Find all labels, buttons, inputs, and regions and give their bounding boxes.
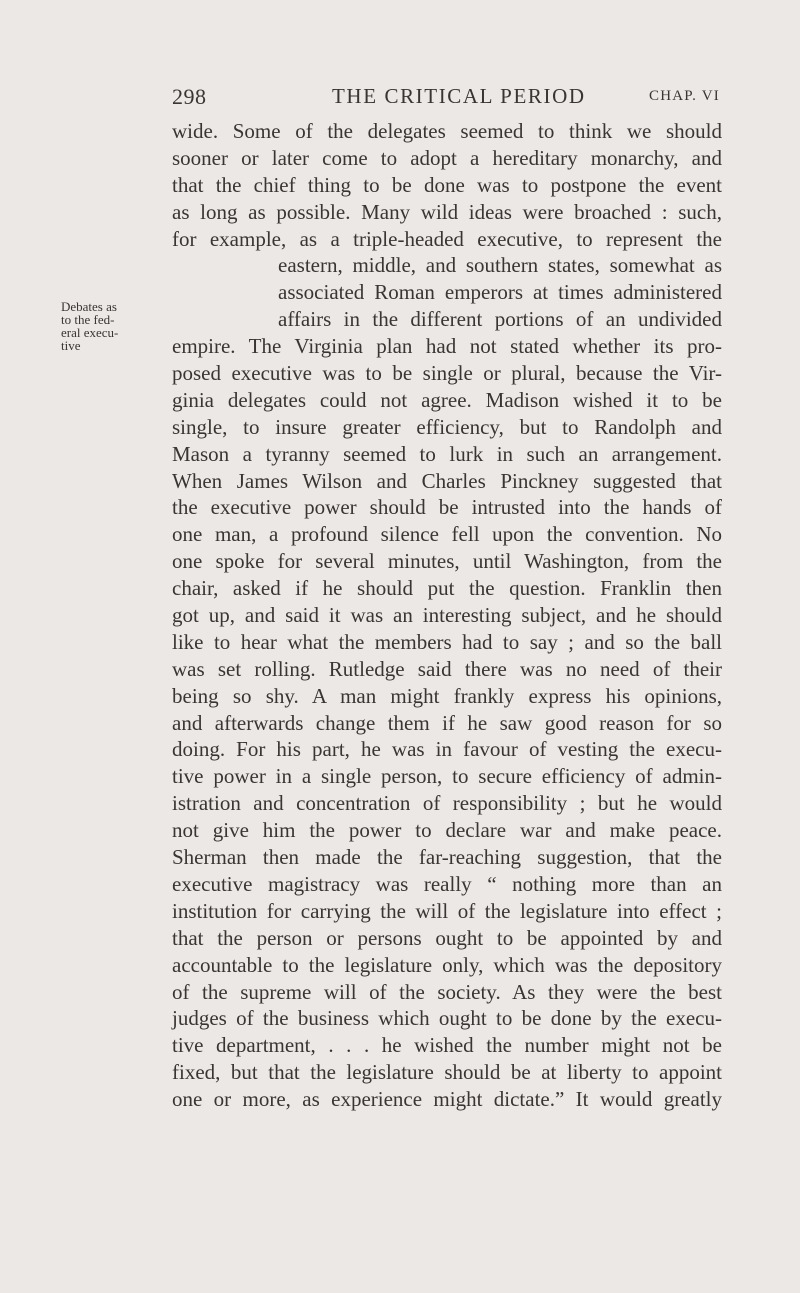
text-line: posed executive was to be single or plural, because the Vir- (172, 361, 722, 386)
page-number: 298 (172, 84, 207, 109)
text-line: eastern, middle, and southern states, somewhat as (278, 253, 722, 278)
margin-note (61, 300, 161, 352)
text-line: of the supreme will of the society. As they were the best (172, 979, 722, 1004)
text-line: Mason a tyranny seemed to lurk in such an arrangement. (172, 441, 722, 466)
text-line: single, to insure greater efficiency, but to Randolph and (172, 414, 722, 439)
text-line: accountable to the legislature only, which was the depository (172, 952, 722, 977)
text-line: tive power in a single person, to secure efficiency of admin- (172, 764, 722, 789)
chapter-label: CHAP. VI (648, 88, 720, 104)
margin-note-line: Debates as (61, 299, 117, 314)
text-line: that the person or persons ought to be appointed by and (172, 925, 722, 950)
text-line: judges of the business which ought to be done by the execu- (172, 1006, 722, 1031)
text-line: ginia delegates could not agree. Madison wished it to be (172, 387, 722, 412)
margin-note-line: to the fed- (61, 312, 115, 327)
margin-note-line: eral execu- (61, 325, 119, 340)
text-line: for example, as a triple-headed executive, to represent the (172, 226, 722, 251)
text-line: associated Roman emperors at times administered (278, 280, 722, 305)
text-line: executive magistracy was really “ nothing more than an (172, 871, 722, 896)
text-line: was set rolling. Rutledge said there was no need of their (172, 656, 722, 681)
text-line: fixed, but that the legislature should be at liberty to appoint (172, 1060, 722, 1085)
text-line: that the chief thing to be done was to postpone the event (172, 172, 722, 197)
text-line: the executive power should be intrusted into the hands of (172, 495, 722, 520)
margin-note-line: tive (61, 338, 81, 353)
text-line: being so shy. A man might frankly express his opinions, (172, 683, 722, 708)
text-line: tive department, . . . he wished the number might not be (172, 1033, 722, 1058)
text-line: and afterwards change them if he saw good reason for so (172, 710, 722, 735)
text-line: doing. For his part, he was in favour of vesting the execu- (172, 737, 722, 762)
text-line: institution for carrying the will of the legislature into effect ; (172, 898, 722, 923)
text-line: one or more, as experience might dictate.” It would greatly (172, 1087, 722, 1112)
text-line: wide. Some of the delegates seemed to think we should (172, 119, 722, 143)
text-line: empire. The Virginia plan had not stated whether its pro- (172, 334, 722, 359)
text-line: like to hear what the members had to say ; and so the ball (172, 629, 722, 654)
text-line: sooner or later come to adopt a hereditary monarchy, and (172, 145, 722, 170)
text-line: as long as possible. Many wild ideas were broached : such, (172, 199, 722, 224)
text-line: istration and concentration of responsibility ; but he would (172, 791, 722, 816)
text-line: affairs in the different portions of an undivided (278, 307, 722, 332)
page-header (172, 84, 720, 114)
text-line: When James Wilson and Charles Pinckney suggested that (172, 468, 722, 493)
body-text (172, 118, 722, 1113)
text-line: one spoke for several minutes, until Washington, from the (172, 549, 722, 574)
text-line: not give him the power to declare war and make peace. (172, 818, 722, 843)
text-line: one man, a profound silence fell upon the convention. No (172, 522, 722, 547)
text-line: got up, and said it was an interesting subject, and he should (172, 603, 722, 628)
text-line: chair, asked if he should put the question. Franklin then (172, 576, 722, 601)
text-line: Sherman then made the far-reaching suggestion, that the (172, 845, 722, 870)
running-title: THE CRITICAL PERIOD (332, 84, 586, 108)
